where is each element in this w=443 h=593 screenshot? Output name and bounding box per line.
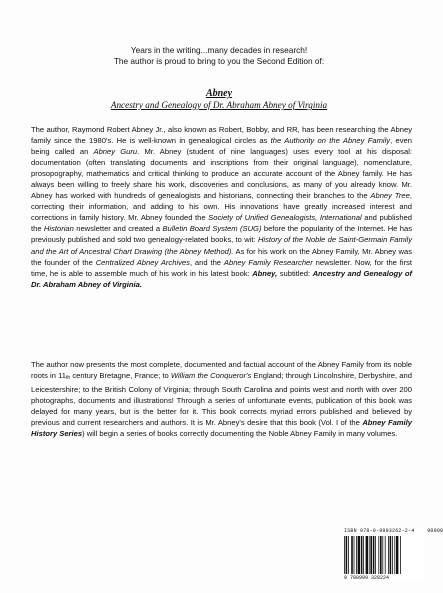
- book-subtitle: Ancestry and Genealogy of Dr. Abraham Abney of Virginia: [110, 100, 328, 110]
- book-title: Abney: [205, 88, 233, 99]
- barcode-bars: [344, 536, 423, 574]
- author-paragraph: The author, Raymond Robert Abney Jr., also known as Robert, Bobby, and RR, has been researching the Abney family since the 1980's. He is well-known in genealogical circles as the Authority on the Abney Family, even being called an Abney Guru. Mr. Abney (student of nine languages) uses every tool at his disposal: documentation (often translating documents and inscriptions from their original language), nomenclature, prosopography, mathematics and critical thinking to produce an accurate account of the Abney family. He has always been willing to freely share his work, discoveries and conclusions, as many of you already know. Mr. Abney has worked with hundreds of genealogists and historians, connecting their branches to the Abney Tree, correcting their information, and adding to his own. His innovations have greatly increased interest and corrections in family history. Mr. Abney founded the Society of Unified Genealogists, International and published the Historian newsletter and created a Bulletin Board System (SUG) before the popularity of the Internet. He has previously published and sold two genealogy-related books, to wit: History of the Noble de Saint-Germain Family and the Art of Ancestral Chart Drawing (the Abney Method). As for his work on the Abney Family, Mr. Abney was the founder of the Centralized Abney Archives, and the Abney Family Researcher newsletter. Now, for the first time, he is able to assemble much of his work in his latest book: Abney, subtitled: Ancestry and Genealogy of Dr. Abraham Abney of Virginia.: [31, 125, 413, 289]
- book-paragraph: The author now presents the most complete, documented and factual account of the Abney Family from its noble roots in $11_{th}$ century Bretagne, France; to William the Conqueror's England; through Lincolnshire, Derbyshire, and Leicestershire; to the British Colony of Virginia; through South Carolina and points west and north with over 200 photographs, documents and illustrations! Through a series of unfortunate events, publication of this book was delayed for many years, but is the better for it. This book corrects myriad errors published and believed by previous and current researchers and authors. It is Mr. Abney's desire that this book (Vol. I of the Abney Family History Series) will begin a series of books correctly documenting the Noble Abney Family in many volumes.: [31, 360, 413, 439]
- intro: [0, 45, 438, 67]
- isbn-barcode: [344, 528, 443, 582]
- intro-line-2: The author is proud to bring to you the Second Edition of:: [113, 56, 325, 66]
- isbn-text: ISBN 978-0-9993262-2-4 90000: [344, 528, 443, 534]
- barcode-digits: 9 780999 328224: [344, 575, 390, 581]
- intro-line-1: Years in the writing...many decades in research!: [130, 45, 308, 55]
